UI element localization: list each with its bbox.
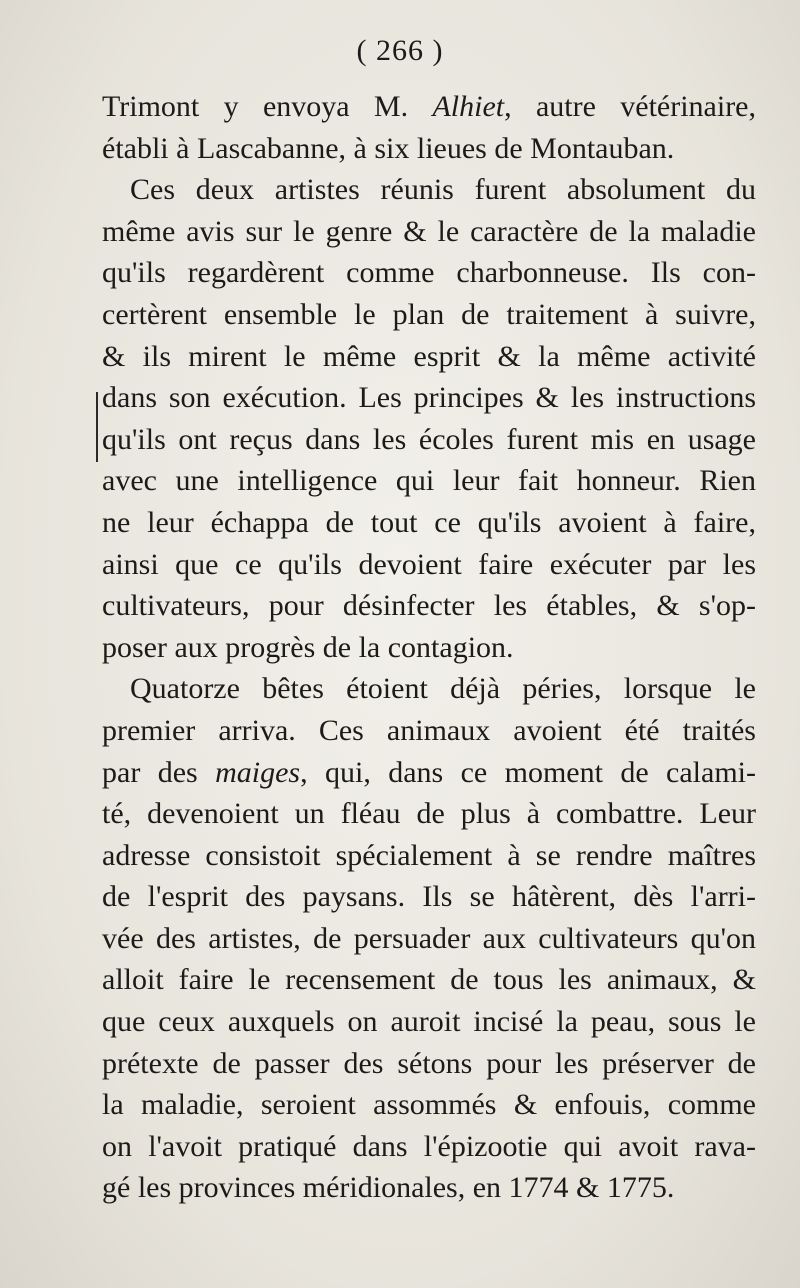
text-line [102,252,756,294]
text-line [102,211,756,253]
text-line [102,710,756,752]
text-segment: certèrent ensemble le plan de traitement à suivre, [102,297,756,331]
text-line [102,336,756,378]
margin-rule [96,392,98,462]
text-line [102,876,756,918]
text-segment: vée des artistes, de persuader aux cultivateurs qu'on [102,921,756,955]
text-segment: qu'ils ont reçus dans les écoles furent mis en usage [102,422,756,456]
text-segment: qu'ils regardèrent comme charbonneuse. Ils con- [102,256,756,290]
text-segment: alloit faire le recensement de tous les animaux, & [102,963,756,997]
text-line [102,86,756,128]
text-segment: Trimont y envoya M. [102,90,433,123]
text-line [102,1043,756,1085]
text-line [102,169,756,211]
text-line [102,585,756,627]
italic-segment: Alhiet [432,90,505,123]
text-segment: gé les provinces méridionales, en 1774 & 1775. [102,1171,675,1205]
text-line [102,128,756,170]
text-line [102,1126,756,1168]
text-segment: , autre vétérinaire, [504,90,756,123]
text-segment: té, devenoient un fléau de plus à combattre. Leur [102,797,756,831]
text-segment: par des [102,755,216,789]
text-segment: dans son exécution. Les principes & les instructions [102,381,756,415]
text-segment: poser aux progrès de la contagion. [102,630,514,664]
text-segment: adresse consistoit spécialement à se rendre maîtres [102,838,756,872]
text-segment: que ceux auxquels on auroit incisé la peau, sous le [102,1005,756,1039]
text-line [102,959,756,1001]
text-line [102,627,756,669]
text-line [102,1084,756,1126]
text-segment: avec une intelligence qui leur fait honneur. Rien [102,464,756,498]
italic-segment: maiges [215,755,301,789]
text-segment: on l'avoit pratiqué dans l'épizootie qui avoit rava- [102,1129,756,1163]
text-segment: Quatorze bêtes étoient déjà péries, lorsque le [130,672,756,706]
text-segment: & ils mirent le même esprit & la même activité [102,339,756,373]
text-line [102,460,756,502]
text-line [102,918,756,960]
text-line [102,668,756,710]
text-line [102,793,756,835]
text-segment: ne leur échappa de tout ce qu'ils avoient à faire, [102,505,756,539]
text-segment: établi à Lascabanne, à six lieues de Montauban. [102,131,675,165]
text-segment: premier arriva. Ces animaux avoient été traités [102,713,756,747]
text-segment: la maladie, seroient assommés & enfouis, comme [102,1088,756,1122]
text-segment: , qui, dans ce moment de calami- [300,755,756,789]
text-segment: de l'esprit des paysans. Ils se hâtèrent, dès l'arri- [102,880,756,914]
text-line [102,1167,756,1209]
text-line [102,835,756,877]
text-line [102,544,756,586]
text-segment: prétexte de passer des sétons pour les préserver de [102,1046,756,1080]
text-segment: cultivateurs, pour désinfecter les étables, & s'op- [102,589,756,623]
page-number: ( 266 ) [356,34,444,67]
text-line [102,419,756,461]
text-line [102,1001,756,1043]
body-text [102,86,756,1209]
text-line [102,752,756,794]
text-line [102,377,756,419]
text-line [102,294,756,336]
text-segment: Ces deux artistes réunis furent absolument du [130,173,756,207]
text-segment: même avis sur le genre & le caractère de la maladie [102,214,756,248]
text-line [102,502,756,544]
text-segment: ainsi que ce qu'ils devoient faire exécuter par les [102,547,756,581]
